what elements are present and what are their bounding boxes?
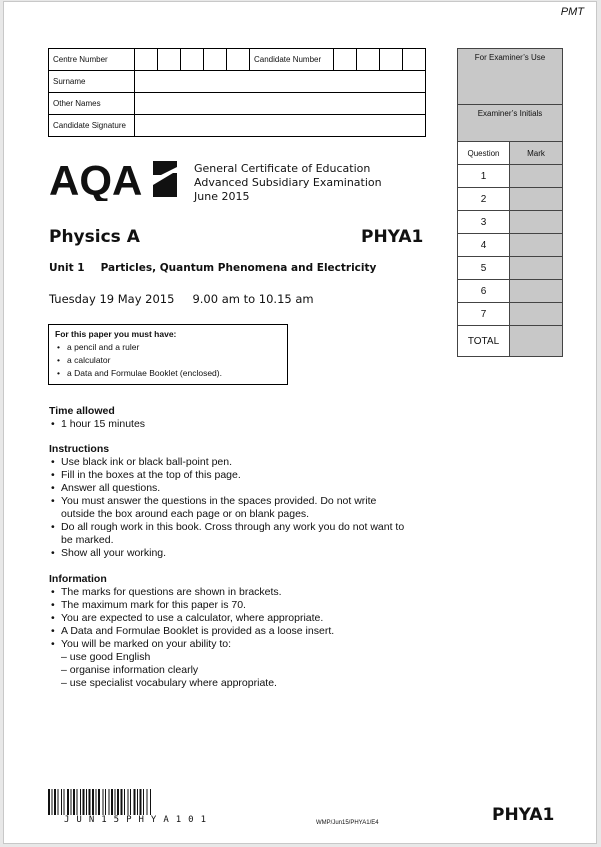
total-label: TOTAL	[458, 326, 510, 356]
barcode-bar	[48, 789, 50, 815]
question-number: 5	[458, 257, 510, 279]
mark-cell[interactable]	[510, 188, 562, 210]
barcode-bar	[83, 789, 85, 815]
list-item: • Fill in the boxes at the top of this page.	[49, 469, 409, 482]
barcode-text: JUN15PHYA101	[64, 815, 214, 825]
exam-series: June 2015	[194, 190, 250, 203]
candidate-details-table	[48, 48, 426, 137]
centre-number-box[interactable]	[181, 49, 204, 71]
barcode-bar	[124, 789, 125, 815]
barcode-bar	[105, 789, 106, 815]
barcode-bar	[89, 789, 91, 815]
barcode-bar	[147, 789, 148, 815]
barcode-bar	[71, 789, 72, 815]
candidate-number-box[interactable]	[380, 49, 403, 71]
list-item: • The marks for questions are shown in brackets.	[49, 586, 409, 599]
centre-number-box[interactable]	[158, 49, 181, 71]
unit-number: Unit 1	[49, 262, 85, 274]
exam-cover-page	[3, 1, 597, 844]
mark-row	[458, 234, 562, 257]
examiner-initials-label: Examiner’s Initials	[458, 105, 562, 142]
section-heading: Information	[49, 573, 107, 585]
mark-row	[458, 280, 562, 303]
list-item: • Use black ink or black ball-point pen.	[49, 456, 409, 469]
barcode-bar	[117, 789, 119, 815]
list-item: • You must answer the questions in the spaces provided. Do not write outside the box around each page or on blank pages.	[49, 495, 409, 521]
barcode-bar	[98, 789, 100, 815]
sub-list-item: – use specialist vocabulary where appropriate.	[61, 677, 277, 689]
surname-label: Surname	[49, 71, 135, 93]
barcode-bar	[61, 789, 62, 815]
barcode-bar	[115, 789, 116, 815]
qualification-line: General Certificate of Education	[194, 162, 371, 175]
centre-number-box[interactable]	[204, 49, 227, 71]
mark-cell[interactable]	[510, 211, 562, 233]
other-names-label: Other Names	[49, 93, 135, 115]
question-number: 6	[458, 280, 510, 302]
list-item: • a Data and Formulae Booklet (enclosed).	[55, 367, 281, 380]
subject-title: Physics A	[49, 227, 140, 247]
barcode-bar	[150, 789, 151, 815]
examiner-header-row	[458, 142, 562, 165]
unit-title: Particles, Quantum Phenomena and Electricity	[100, 262, 377, 274]
barcode-bar	[80, 789, 81, 815]
mark-row	[458, 303, 562, 326]
barcode-bar	[54, 789, 56, 815]
exam-time: 9.00 am to 10.15 am	[192, 292, 314, 306]
mark-row	[458, 211, 562, 234]
list-item: • You are expected to use a calculator, where appropriate.	[49, 612, 409, 625]
candidate-signature-label: Candidate Signature	[49, 115, 135, 137]
date-line	[49, 292, 314, 306]
mark-row	[458, 188, 562, 211]
paper-code: PHYA1	[361, 227, 424, 247]
svg-text:AQA: AQA	[49, 157, 143, 201]
list-item: • Do all rough work in this book. Cross through any work you do not want to be marked.	[49, 521, 409, 547]
total-mark-cell[interactable]	[510, 326, 562, 356]
barcode-bar	[73, 789, 75, 815]
aqa-logo	[49, 155, 181, 206]
barcode-bar	[64, 789, 65, 815]
mark-row	[458, 257, 562, 280]
section-heading: Time allowed	[49, 405, 115, 417]
list-item: • A Data and Formulae Booklet is provided as a loose insert.	[49, 625, 409, 638]
sub-list-item: – use good English	[61, 651, 151, 663]
section-heading: Instructions	[49, 443, 110, 455]
unit-line	[49, 262, 376, 274]
mark-row	[458, 165, 562, 188]
barcode-bar	[96, 789, 97, 815]
mark-cell[interactable]	[510, 165, 562, 187]
question-number: 7	[458, 303, 510, 325]
must-have-heading: For this paper you must have:	[55, 329, 177, 339]
centre-number-box[interactable]	[135, 49, 158, 71]
list-item: • Show all your working.	[49, 547, 409, 560]
barcode-bar	[143, 789, 144, 815]
candidate-number-label: Candidate Number	[250, 49, 334, 71]
barcode-bar	[52, 789, 53, 815]
must-have-box	[48, 324, 288, 385]
document-reference: WMP/Jun15/PHYA1/E4	[316, 820, 379, 826]
question-column-header: Question	[458, 142, 510, 164]
barcode-bar	[109, 789, 110, 815]
qualification-line: Advanced Subsidiary Examination	[194, 176, 382, 189]
pmt-mark: PMT	[560, 6, 584, 18]
list-item: • Answer all questions.	[49, 482, 409, 495]
barcode-bar	[134, 789, 136, 815]
footer-paper-code: PHYA1	[492, 805, 555, 825]
examiner-use-table	[457, 48, 563, 357]
surname-field[interactable]	[135, 71, 426, 93]
barcode-bar	[67, 789, 69, 815]
mark-cell[interactable]	[510, 234, 562, 256]
information-section	[49, 573, 409, 690]
mark-cell[interactable]	[510, 257, 562, 279]
barcode-bar	[103, 789, 104, 815]
barcode-bar	[121, 789, 123, 815]
barcode-bar	[58, 789, 59, 815]
question-number: 2	[458, 188, 510, 210]
centre-number-box[interactable]	[227, 49, 250, 71]
instructions-section	[49, 443, 409, 560]
examiner-use-heading: For Examiner’s Use	[458, 49, 562, 105]
sub-list-item: – organise information clearly	[61, 664, 199, 676]
list-item: • a calculator	[55, 354, 281, 367]
candidate-signature-field[interactable]	[135, 115, 426, 137]
barcode-bar	[130, 789, 131, 815]
barcode-bar	[77, 789, 78, 815]
other-names-field[interactable]	[135, 93, 426, 115]
mark-cell[interactable]	[510, 280, 562, 302]
mark-column-header: Mark	[510, 142, 562, 164]
time-allowed-section	[49, 405, 409, 431]
barcode-bar	[92, 789, 94, 815]
candidate-number-box[interactable]	[357, 49, 380, 71]
list-item: • 1 hour 15 minutes	[49, 418, 409, 431]
total-row	[458, 326, 562, 356]
question-number: 4	[458, 234, 510, 256]
candidate-number-box[interactable]	[334, 49, 357, 71]
exam-date: Tuesday 19 May 2015	[49, 292, 175, 306]
candidate-number-box[interactable]	[403, 49, 426, 71]
barcode-bar	[128, 789, 129, 815]
question-number: 3	[458, 211, 510, 233]
list-item: • The maximum mark for this paper is 70.	[49, 599, 409, 612]
qualification-block	[194, 162, 382, 204]
list-item: • You will be marked on your ability to:	[49, 638, 409, 651]
barcode-bar	[111, 789, 113, 815]
mark-cell[interactable]	[510, 303, 562, 325]
centre-number-label: Centre Number	[49, 49, 135, 71]
list-item: • a pencil and a ruler	[55, 341, 281, 354]
barcode-bar	[137, 789, 138, 815]
barcode-bar	[86, 789, 87, 815]
barcode-bar	[140, 789, 142, 815]
question-number: 1	[458, 165, 510, 187]
